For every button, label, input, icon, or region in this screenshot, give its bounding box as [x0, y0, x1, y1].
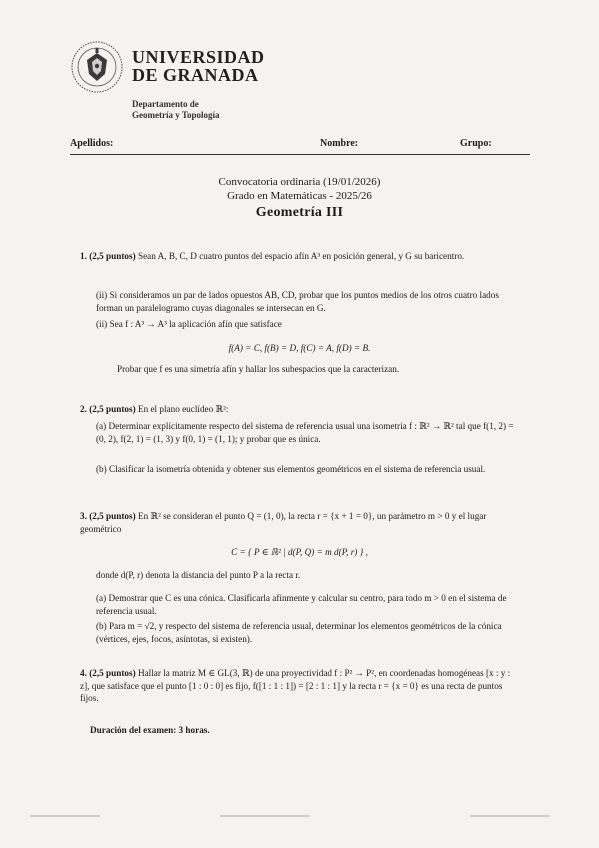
question-3-equation: C = { P ∈ ℝ² | d(P, Q) = m d(P, r) } ,	[231, 547, 368, 557]
question-3-part-a: (a) Demostrar que C es una cónica. Clasificarla afínmente y calcular su centro, para todo m > 0 en el sistema de referencia usual.	[96, 593, 507, 616]
question-1-conclusion: Probar que f es una simetría afín y hallar los subespacios que la caracterizan.	[117, 364, 400, 374]
university-line-1: UNIVERSIDAD	[132, 47, 265, 67]
student-fields-row	[70, 138, 530, 155]
question-1-equation: f(A) = C, f(B) = D, f(C) = A, f(D) = B.	[228, 343, 371, 353]
question-3-where: donde d(P, r) denota la distancia del punto P a la recta r.	[96, 570, 301, 580]
question-3-part-b: (b) Para m = √2, y respecto del sistema de referencia usual, determinar los elementos geométricos de la cónica (vértices, ejes, focos, asíntotas, si existen).	[96, 621, 502, 644]
question-2-points: (2,5 puntos)	[89, 404, 136, 414]
question-4-number: 4.	[80, 668, 87, 678]
question-2-text: En el plano euclídeo ℝ²:	[137, 404, 229, 414]
group-label: Grupo:	[460, 138, 492, 149]
scan-artifact	[30, 815, 100, 817]
department-name	[132, 99, 220, 121]
question-2-number: 2.	[80, 404, 87, 414]
question-4	[80, 667, 520, 705]
scan-artifact	[470, 815, 550, 817]
question-1	[80, 250, 520, 263]
question-4-text: Hallar la matriz M ∈ GL(3, ℝ) de una proyectividad f : P² → P², en coordenadas homogéneas [x : y : z], que satisface que el punto [1 : 0 : 0] es fijo, f([1 : 1 : 1]) = [2 : 1 : 1] y la recta r = {x = 0} es una recta de puntos fijos.	[80, 668, 511, 703]
question-2	[80, 403, 520, 416]
university-name	[132, 48, 265, 84]
exam-duration: Duración del examen: 3 horas.	[90, 725, 210, 735]
question-3-text: En ℝ² se consideran el punto Q = (1, 0), la recta r = {x + 1 = 0}, un parámetro m > 0 y el lugar geométrico	[80, 511, 487, 534]
question-3-points: (2,5 puntos)	[89, 511, 136, 521]
question-3-number: 3.	[80, 511, 87, 521]
question-2-part-a: (a) Determinar explícitamente respecto del sistema de referencia usual una isometría f : ℝ² → ℝ² tal que f(1, 2) = (0, 2), f(2, 1) = (1, 3) y f(0, 1) = (1, 1); y probar que es única.	[96, 421, 514, 444]
question-1-points: (2,5 puntos)	[89, 251, 136, 261]
exam-subject: Geometría III	[255, 205, 344, 220]
question-4-points: (2,5 puntos)	[89, 668, 136, 678]
university-seal-icon	[70, 40, 124, 94]
question-1-part-i: (ii) Si consideramos un par de lados opuestos AB, CD, probar que los puntos medios de los otros cuatro lados forman un paralelogramo cuyas diagonales se intersecan en G.	[96, 290, 499, 313]
surname-label: Apellidos:	[70, 138, 114, 149]
question-2-part-b: (b) Clasificar la isometría obtenida y obtener sus elementos geométricos en el sistema de referencia usual.	[96, 464, 486, 474]
university-line-2: DE GRANADA	[132, 65, 259, 85]
department-line-1: Departamento de	[132, 99, 199, 109]
scan-artifact	[220, 815, 310, 817]
question-1-part-ii: (ii) Sea f : A³ → A³ la aplicación afín que satisface	[96, 319, 282, 329]
exam-session: Convocatoria ordinaria (19/01/2026)	[218, 176, 381, 188]
department-line-2: Geometría y Topología	[132, 110, 220, 120]
question-1-number: 1.	[80, 251, 87, 261]
question-1-text: Sean A, B, C, D cuatro puntos del espacio afín A³ en posición general, y G su baricentro.	[137, 251, 465, 261]
exam-degree: Grado en Matemáticas - 2025/26	[227, 190, 372, 202]
question-3	[80, 510, 520, 535]
name-label: Nombre:	[320, 138, 359, 149]
